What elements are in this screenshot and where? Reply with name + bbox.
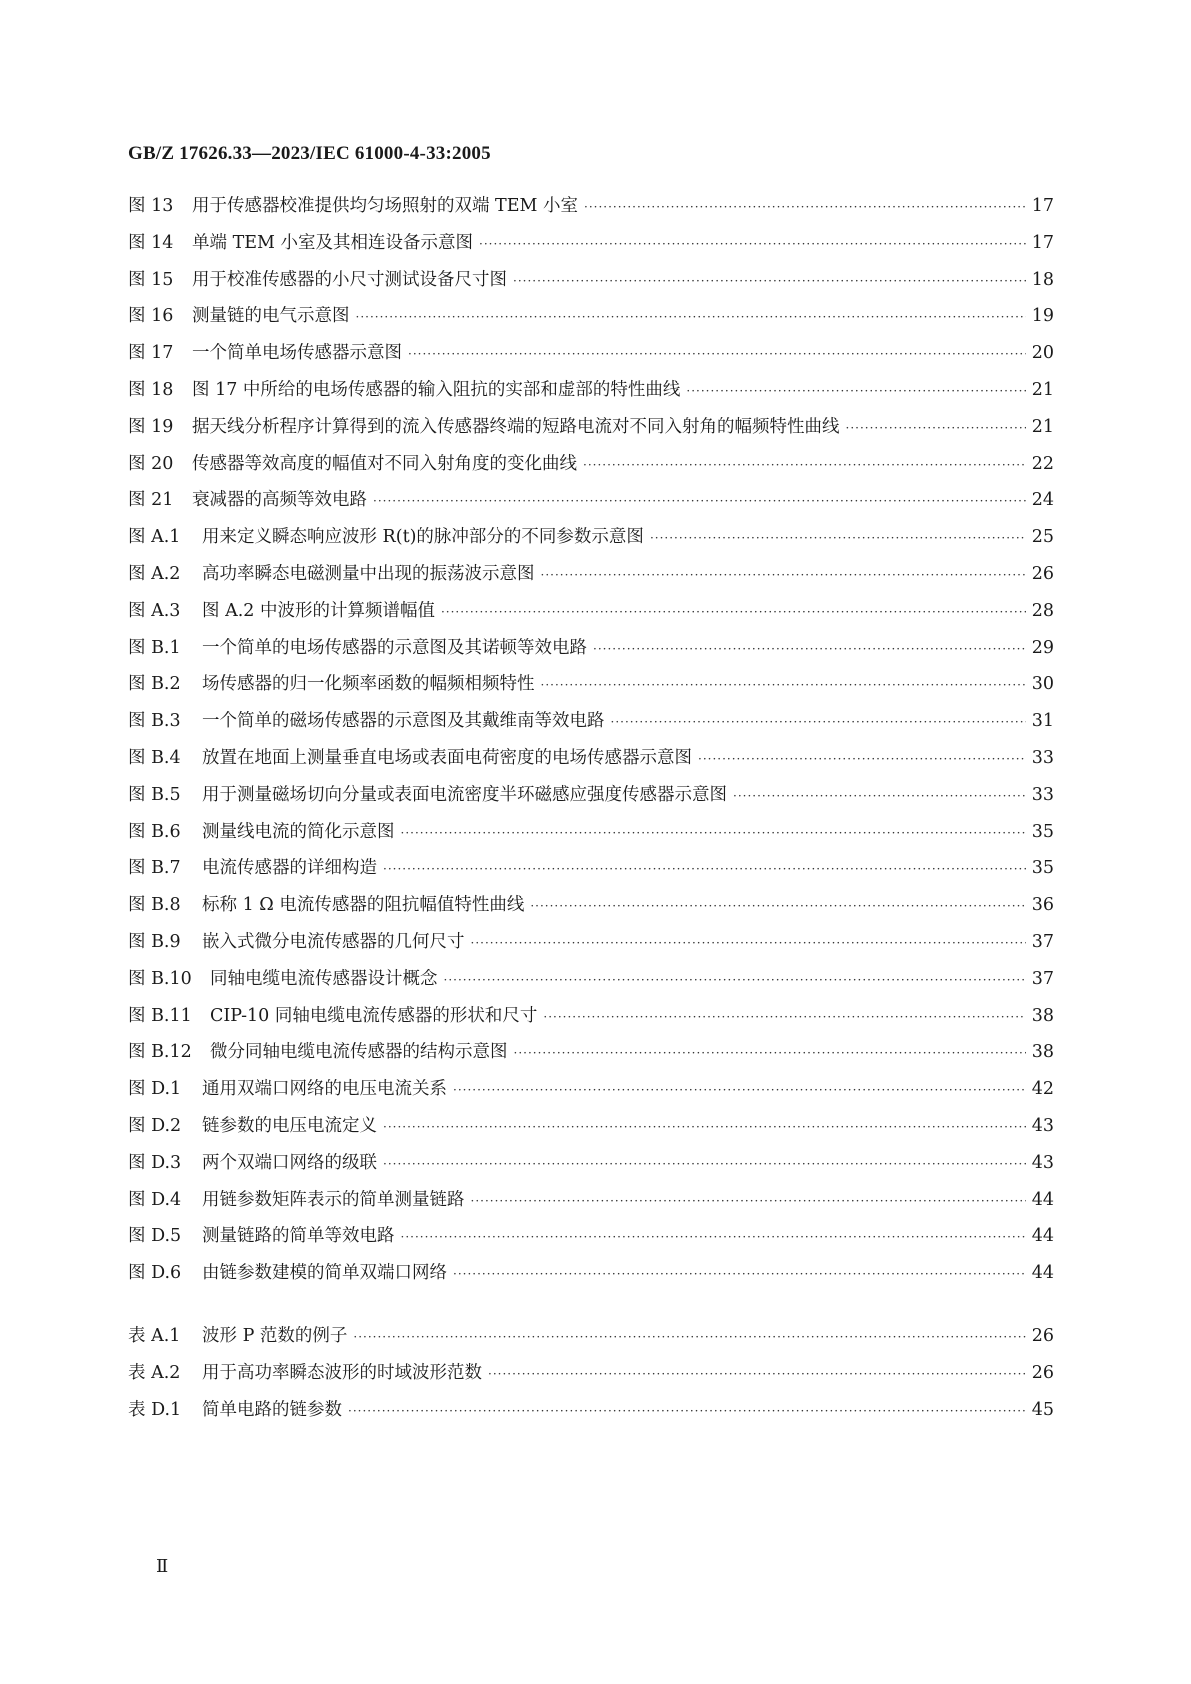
dot-leader — [353, 1330, 1025, 1344]
entry-title: 由链参数建模的简单双端口网络 — [202, 1263, 447, 1284]
entry-page-number: 19 — [1031, 306, 1054, 327]
dot-leader — [686, 384, 1025, 398]
entry-page-number: 21 — [1031, 379, 1054, 400]
entry-title: 链参数的电压电流定义 — [202, 1115, 377, 1136]
toc-figure-entry[interactable] — [128, 413, 1054, 450]
toc-figure-entry[interactable] — [128, 1222, 1054, 1259]
toc-figure-entry[interactable] — [128, 450, 1054, 487]
entry-page-number: 33 — [1031, 784, 1054, 805]
toc-figure-entry[interactable] — [128, 965, 1054, 1002]
entry-title: 用于高功率瞬态波形的时域波形范数 — [202, 1362, 482, 1383]
dot-leader — [471, 1194, 1026, 1208]
entry-title: 电流传感器的详细构造 — [202, 858, 377, 879]
entry-page-number: 28 — [1031, 600, 1054, 621]
entry-page-number: 43 — [1031, 1115, 1054, 1136]
entry-page-number: 36 — [1031, 895, 1054, 916]
toc-figure-entry[interactable] — [128, 339, 1054, 376]
entry-number: 表 D.1 — [128, 1399, 182, 1420]
entry-title: 测量链的电气示意图 — [192, 306, 350, 327]
entry-number: 图 B.6 — [128, 821, 181, 842]
toc-figure-entry[interactable] — [128, 376, 1054, 413]
toc-table-entry[interactable] — [128, 1322, 1054, 1359]
entry-number: 图 B.7 — [128, 858, 181, 879]
entry-page-number: 35 — [1031, 821, 1054, 842]
dot-leader — [453, 1267, 1026, 1281]
dot-leader — [543, 1010, 1025, 1024]
toc-figure-entry[interactable] — [128, 1259, 1054, 1296]
entry-page-number: 35 — [1031, 858, 1054, 879]
dot-leader — [453, 1083, 1026, 1097]
toc-figure-entry[interactable] — [128, 670, 1054, 707]
dot-leader — [846, 421, 1026, 435]
entry-number: 图 15 — [128, 269, 174, 290]
entry-number: 图 A.1 — [128, 527, 181, 548]
dot-leader — [650, 531, 1026, 545]
entry-page-number: 20 — [1031, 343, 1054, 364]
entry-page-number: 43 — [1031, 1152, 1054, 1173]
toc-figure-entry[interactable] — [128, 818, 1054, 855]
entry-title: 传感器等效高度的幅值对不同入射角度的变化曲线 — [192, 453, 577, 474]
entry-number: 图 B.12 — [128, 1042, 192, 1063]
dot-leader — [593, 642, 1026, 656]
entry-title: 简单电路的链参数 — [202, 1399, 342, 1420]
dot-leader — [471, 936, 1026, 950]
toc-figure-entry[interactable] — [128, 266, 1054, 303]
entry-number: 图 D.5 — [128, 1226, 182, 1247]
toc-figure-entry[interactable] — [128, 486, 1054, 523]
dot-leader — [541, 678, 1026, 692]
dot-leader — [373, 494, 1026, 508]
toc-figure-entry[interactable] — [128, 891, 1054, 928]
dot-leader — [514, 1046, 1026, 1060]
dot-leader — [584, 200, 1026, 214]
entry-number: 图 16 — [128, 306, 174, 327]
entry-page-number: 25 — [1031, 527, 1054, 548]
dot-leader — [408, 347, 1026, 361]
entry-title: 据天线分析程序计算得到的流入传感器终端的短路电流对不同入射角的幅频特性曲线 — [192, 416, 840, 437]
entry-number: 图 B.5 — [128, 784, 181, 805]
dot-leader — [479, 237, 1026, 251]
toc-figure-entry[interactable] — [128, 523, 1054, 560]
entry-title: 放置在地面上测量垂直电场或表面电荷密度的电场传感器示意图 — [202, 747, 692, 768]
dot-leader — [401, 1230, 1026, 1244]
entry-page-number: 26 — [1031, 1326, 1054, 1346]
dot-leader — [348, 1404, 1026, 1418]
dot-leader — [583, 458, 1026, 472]
toc-figure-entry[interactable] — [128, 707, 1054, 744]
entry-title: 场传感器的归一化频率函数的幅频相频特性 — [202, 674, 535, 695]
entry-page-number: 42 — [1031, 1079, 1054, 1100]
entry-page-number: 29 — [1031, 637, 1054, 658]
toc-table-entry[interactable] — [128, 1396, 1054, 1433]
entry-page-number: 31 — [1031, 711, 1054, 732]
dot-leader — [611, 715, 1026, 729]
entry-number: 图 B.2 — [128, 674, 181, 695]
entry-title: 用于校准传感器的小尺寸测试设备尺寸图 — [192, 269, 507, 290]
entry-number: 图 D.3 — [128, 1152, 182, 1173]
entry-title: 用于测量磁场切向分量或表面电流密度半环磁感应强度传感器示意图 — [202, 784, 727, 805]
entry-title: 高功率瞬态电磁测量中出现的振荡波示意图 — [202, 563, 535, 584]
toc-table-entry[interactable] — [128, 1359, 1054, 1396]
entry-title: CIP-10 同轴电缆电流传感器的形状和尺寸 — [210, 1005, 538, 1026]
entry-number: 图 A.3 — [128, 600, 181, 621]
entry-title: 一个简单的电场传感器的示意图及其诺顿等效电路 — [202, 637, 587, 658]
entry-number: 图 B.10 — [128, 968, 192, 989]
dot-leader — [541, 568, 1026, 582]
toc-figure-entry[interactable] — [128, 854, 1054, 891]
entry-page-number: 30 — [1031, 674, 1054, 695]
toc-figure-entry[interactable] — [128, 560, 1054, 597]
entry-title: 图 A.2 中波形的计算频谱幅值 — [202, 600, 435, 621]
entry-title: 一个简单的磁场传感器的示意图及其戴维南等效电路 — [202, 711, 605, 732]
dot-leader — [698, 752, 1026, 766]
toc-figure-entry[interactable] — [128, 1149, 1054, 1186]
entry-title: 测量链路的简单等效电路 — [202, 1226, 395, 1247]
entry-number: 图 13 — [128, 196, 174, 216]
entry-title: 用于传感器校准提供均匀场照射的双端 TEM 小室 — [192, 196, 578, 216]
entry-page-number: 26 — [1031, 563, 1054, 584]
dot-leader — [488, 1367, 1026, 1381]
toc-figure-entry[interactable] — [128, 634, 1054, 671]
toc-figure-entry[interactable] — [128, 1002, 1054, 1039]
entry-title: 用链参数矩阵表示的简单测量链路 — [202, 1189, 465, 1210]
dot-leader — [383, 1157, 1026, 1171]
table-list — [128, 1322, 1054, 1432]
entry-number: 表 A.1 — [128, 1326, 181, 1346]
entry-title: 图 17 中所给的电场传感器的输入阻抗的实部和虚部的特性曲线 — [192, 379, 681, 400]
dot-leader — [383, 1120, 1026, 1134]
entry-number: 图 B.11 — [128, 1005, 192, 1026]
dot-leader — [513, 274, 1026, 288]
entry-title: 测量线电流的简化示意图 — [202, 821, 395, 842]
entry-page-number: 45 — [1031, 1399, 1054, 1420]
entry-page-number: 33 — [1031, 747, 1054, 768]
entry-page-number: 17 — [1031, 232, 1054, 253]
entry-number: 图 A.2 — [128, 563, 181, 584]
entry-page-number: 24 — [1031, 490, 1054, 511]
entry-title: 微分同轴电缆电流传感器的结构示意图 — [210, 1042, 508, 1063]
figure-list — [128, 192, 1054, 1296]
dot-leader — [401, 826, 1026, 840]
dot-leader — [441, 605, 1026, 619]
entry-number: 图 D.2 — [128, 1115, 182, 1136]
entry-number: 图 20 — [128, 453, 174, 474]
entry-number: 图 B.3 — [128, 711, 181, 732]
entry-number: 图 B.9 — [128, 931, 181, 952]
entry-title: 一个简单电场传感器示意图 — [192, 343, 402, 364]
page-number: Ⅱ — [156, 1556, 169, 1577]
dot-leader — [444, 973, 1026, 987]
toc-figure-entry[interactable] — [128, 928, 1054, 965]
entry-page-number: 18 — [1031, 269, 1054, 290]
entry-number: 图 B.4 — [128, 747, 181, 768]
entry-number: 图 D.1 — [128, 1079, 182, 1100]
entry-number: 图 21 — [128, 490, 174, 511]
entry-number: 图 19 — [128, 416, 174, 437]
dot-leader — [383, 862, 1026, 876]
entry-title: 标称 1 Ω 电流传感器的阻抗幅值特性曲线 — [202, 895, 525, 916]
toc-figure-entry[interactable] — [128, 1075, 1054, 1112]
entry-number: 图 14 — [128, 232, 174, 253]
entry-title: 衰减器的高频等效电路 — [192, 490, 367, 511]
toc-figure-entry[interactable] — [128, 1112, 1054, 1149]
entry-title: 波形 P 范数的例子 — [202, 1326, 348, 1346]
toc-figure-entry[interactable] — [128, 302, 1054, 339]
entry-number: 图 18 — [128, 379, 174, 400]
entry-page-number: 38 — [1031, 1042, 1054, 1063]
entry-page-number: 44 — [1031, 1189, 1054, 1210]
entry-title: 通用双端口网络的电压电流关系 — [202, 1079, 447, 1100]
entry-page-number: 21 — [1031, 416, 1054, 437]
entry-title: 用来定义瞬态响应波形 R(t)的脉冲部分的不同参数示意图 — [202, 527, 644, 548]
entry-title: 嵌入式微分电流传感器的几何尺寸 — [202, 931, 465, 952]
entry-page-number: 22 — [1031, 453, 1054, 474]
entry-number: 表 A.2 — [128, 1362, 181, 1383]
entry-number: 图 17 — [128, 343, 174, 364]
entry-page-number: 38 — [1031, 1005, 1054, 1026]
dot-leader — [356, 310, 1026, 324]
toc-figure-entry[interactable] — [128, 229, 1054, 266]
entry-page-number: 37 — [1031, 968, 1054, 989]
toc-figure-entry[interactable] — [128, 1038, 1054, 1075]
entry-page-number: 26 — [1031, 1362, 1054, 1383]
toc-figure-entry[interactable] — [128, 744, 1054, 781]
entry-page-number: 37 — [1031, 931, 1054, 952]
entry-number: 图 D.4 — [128, 1189, 182, 1210]
entry-number: 图 B.8 — [128, 895, 181, 916]
toc-figure-entry[interactable] — [128, 1186, 1054, 1223]
entry-number: 图 B.1 — [128, 637, 181, 658]
dot-leader — [733, 789, 1026, 803]
document-header: GB/Z 17626.33—2023/IEC 61000-4-33:2005 — [128, 143, 491, 164]
toc-figure-entry[interactable] — [128, 192, 1054, 229]
toc-figure-entry[interactable] — [128, 781, 1054, 818]
entry-title: 两个双端口网络的级联 — [202, 1152, 377, 1173]
entry-title: 单端 TEM 小室及其相连设备示意图 — [192, 232, 473, 253]
entry-page-number: 44 — [1031, 1226, 1054, 1247]
entry-page-number: 44 — [1031, 1263, 1054, 1284]
entry-page-number: 17 — [1031, 196, 1054, 216]
entry-number: 图 D.6 — [128, 1263, 182, 1284]
toc-figure-entry[interactable] — [128, 597, 1054, 634]
entry-title: 同轴电缆电流传感器设计概念 — [210, 968, 438, 989]
dot-leader — [530, 899, 1025, 913]
